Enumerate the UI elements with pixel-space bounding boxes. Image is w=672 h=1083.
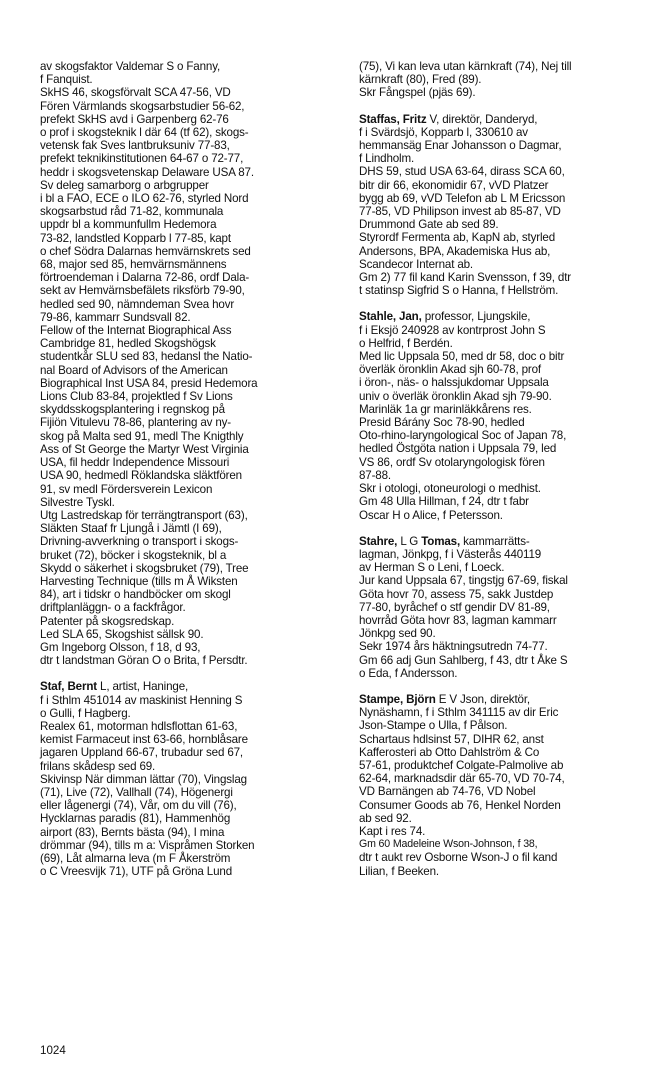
entry-text: dtr t landstman Göran O o Brita, f Persdtr. xyxy=(40,654,248,668)
entry-text: Gm 66 adj Gun Sahlberg, f 43, dtr t Åke S xyxy=(359,653,568,667)
entry-name: Stampe, Björn xyxy=(359,692,436,706)
text-line xyxy=(40,218,340,231)
text-line xyxy=(40,139,340,152)
text-line xyxy=(40,707,340,720)
text-line xyxy=(359,825,659,838)
entry-text: av skogsfaktor Valdemar S o Fanny, xyxy=(40,60,221,73)
text-line xyxy=(40,812,340,825)
text-line xyxy=(359,271,659,284)
entry-text: VS 86, ordf Sv otolaryngologisk fören xyxy=(359,455,545,469)
entry-text: skogsarbstud råd 71-82, kommunala xyxy=(40,205,224,219)
text-line xyxy=(359,218,659,231)
text-line xyxy=(359,535,659,548)
text-line xyxy=(359,548,659,561)
entry-text: L, artist, Haninge, xyxy=(96,680,189,694)
text-line xyxy=(40,615,340,628)
text-line xyxy=(359,772,659,785)
entry-text: hemmansäg Enar Johansson o Dagmar, xyxy=(359,139,562,153)
biography-entry xyxy=(40,60,340,667)
entry-text: Gm Ingeborg Olsson, f 18, d 93, xyxy=(40,640,201,654)
entry-gap xyxy=(359,680,659,693)
text-line xyxy=(359,469,659,482)
text-line xyxy=(40,628,340,641)
entry-text: Cambridge 81, hedled Skogshögsk xyxy=(40,337,216,351)
entry-text: lagman, Jönkpg, f i Västerås 440119 xyxy=(359,547,542,561)
text-line xyxy=(359,588,659,601)
entry-text: Json-Stampe o Ulla, f Pålson. xyxy=(359,719,508,733)
entry-text: hedled sed 90, nämndeman Svea hovr xyxy=(40,297,235,311)
entry-text: av Herman S o Leni, f Loeck. xyxy=(359,561,505,575)
entry-text: 77-85, VD Philipson invest ab 85-87, VD xyxy=(359,205,561,219)
text-line xyxy=(40,549,340,562)
text-line xyxy=(40,311,340,324)
text-line xyxy=(40,601,340,614)
text-line xyxy=(40,509,340,522)
text-line xyxy=(359,337,659,350)
entry-text: i bl a FAO, ECE o ILO 62-76, styrled Nord xyxy=(40,192,249,206)
entry-text: 87-88. xyxy=(359,468,391,482)
text-line xyxy=(359,258,659,271)
text-line xyxy=(40,390,340,403)
text-line xyxy=(359,350,659,363)
entry-text: o Gulli, f Hagberg. xyxy=(40,706,131,720)
entry-name: Staffas, Fritz xyxy=(359,112,427,126)
entry-text: Sekr 1974 års häktningsutredn 74-77. xyxy=(359,640,548,654)
text-line xyxy=(40,443,340,456)
entry-text: Fören Värmlands skogsarbstudier 56-62, xyxy=(40,99,245,113)
text-line xyxy=(359,126,659,139)
entry-text: driftplanläggn- o a fackfrågor. xyxy=(40,601,186,615)
text-line xyxy=(40,337,340,350)
entry-text: Silvestre Tyskl. xyxy=(40,495,115,509)
entry-text: Släkten Staaf fr Ljungå i Jämtl (I 69), xyxy=(40,522,222,536)
text-line xyxy=(359,838,659,851)
entry-text: t statinsp Sigfrid S o Hanna, f Hellström. xyxy=(359,284,559,298)
entry-text: Oto-rhino-laryngological Soc of Japan 78, xyxy=(359,429,567,443)
entry-text: 57-61, produktchef Colgate-Palmolive ab xyxy=(359,758,564,772)
entry-text: (71), Live (72), Vallhall (74), Högenergi xyxy=(40,785,233,799)
entry-text: 84), art i tidskr o handböcker om skogl xyxy=(40,588,231,602)
text-line xyxy=(359,403,659,416)
page-number: 1024 xyxy=(40,1044,66,1057)
entry-name: Tomas, xyxy=(421,534,461,548)
entry-text: Jur kand Uppsala 67, tingstjg 67-69, fiskal xyxy=(359,574,568,588)
text-line xyxy=(40,760,340,773)
entry-text: Oscar H o Alice, f Petersson. xyxy=(359,508,503,522)
entry-text: f Fanquist. xyxy=(40,73,93,87)
entry-text: Marinläk 1a gr marinläkkårens res. xyxy=(359,402,532,416)
text-line xyxy=(359,799,659,812)
text-line xyxy=(359,561,659,574)
text-line xyxy=(40,430,340,443)
entry-text: 79-86, kammarr Sundsvall 82. xyxy=(40,310,191,324)
text-line xyxy=(40,799,340,812)
text-line xyxy=(40,535,340,548)
entry-text: prefekt SkHS avd i Garpenberg 62-76 xyxy=(40,112,229,126)
text-line xyxy=(40,522,340,535)
text-line xyxy=(40,271,340,284)
text-line xyxy=(359,363,659,376)
entry-gap xyxy=(359,297,659,310)
left-column xyxy=(40,60,340,878)
text-line xyxy=(359,706,659,719)
text-line xyxy=(40,575,340,588)
right-column xyxy=(359,60,659,878)
entry-text: 73-82, landstled Kopparb l 77-85, kapt xyxy=(40,231,231,245)
text-line xyxy=(359,152,659,165)
text-line xyxy=(359,165,659,178)
entry-text: Skydd o säkerhet i skogsbruket (79), Tree xyxy=(40,561,249,575)
entry-text: o C Vreesvijk 71), UTF på Gröna Lund xyxy=(40,865,232,879)
text-line xyxy=(40,680,340,693)
text-line xyxy=(40,179,340,192)
entry-text: Biographical Inst USA 84, presid Hedemora xyxy=(40,376,258,390)
entry-text: L G xyxy=(397,534,422,548)
text-line xyxy=(359,759,659,772)
entry-name: Stahre, xyxy=(359,534,398,548)
text-line xyxy=(40,469,340,482)
entry-text: 62-64, marknadsdir där 65-70, VD 70-74, xyxy=(359,772,565,786)
entry-text: Kapt i res 74. xyxy=(359,824,426,838)
entry-text: jagaren Uppland 66-67, trubadur sed 67, xyxy=(40,746,243,760)
entry-text: sekt av Hemvärnsbefälets riksförb 79-90, xyxy=(40,284,245,298)
entry-text: förtroendeman i Dalarna 72-86, ordf Dala- xyxy=(40,271,250,285)
entry-text: bruket (72), böcker i skogsteknik, bl a xyxy=(40,548,227,562)
entry-text: vetensk fak Sves lantbruksuniv 77-83, xyxy=(40,139,230,153)
biography-entry xyxy=(359,693,659,878)
entry-text: frilans skådesp sed 69. xyxy=(40,759,156,773)
text-line xyxy=(359,245,659,258)
text-line xyxy=(40,192,340,205)
text-line xyxy=(359,73,659,86)
text-line xyxy=(359,231,659,244)
biography-entry xyxy=(359,113,659,298)
text-line xyxy=(40,654,340,667)
text-line xyxy=(359,746,659,759)
entry-text: skyddsskogsplantering i regnskog på xyxy=(40,403,225,417)
text-line xyxy=(40,364,340,377)
entry-text: Patenter på skogsredskap. xyxy=(40,614,175,628)
entry-text: o prof i skogsteknik l där 64 (tf 62), skogs- xyxy=(40,126,249,140)
text-line xyxy=(359,851,659,864)
entry-text: prefekt teknikinstitutionen 64-67 o 72-77, xyxy=(40,152,244,166)
entry-text: Fellow of the Internat Biographical Ass xyxy=(40,324,232,338)
entry-text: Sv deleg samarborg o arbgrupper xyxy=(40,178,209,192)
entry-text: i öron-, näs- o halssjukdomar Uppsala xyxy=(359,376,549,390)
text-line xyxy=(359,509,659,522)
text-line xyxy=(359,139,659,152)
text-line xyxy=(40,562,340,575)
entry-text: 68, major sed 85, hemvärnsmännens xyxy=(40,258,227,272)
entry-text: 91, sv medl Fördersverein Lexicon xyxy=(40,482,213,496)
entry-text: uppdr bl a kommunfullm Hedemora xyxy=(40,218,217,232)
text-line xyxy=(359,693,659,706)
text-line xyxy=(40,496,340,509)
entry-text: Gm 2) 77 fil kand Karin Svensson, f 39, dtr xyxy=(359,271,572,285)
entry-text: kemist Farmaceut inst 63-66, hornblåsare xyxy=(40,733,248,747)
text-line xyxy=(40,720,340,733)
entry-text: Nynäshamn, f i Sthlm 341115 av dir Eric xyxy=(359,706,559,720)
entry-text: DHS 59, stud USA 63-64, dirass SCA 60, xyxy=(359,165,565,179)
text-line xyxy=(40,852,340,865)
text-line xyxy=(359,614,659,627)
entry-text: E V Json, direktör, xyxy=(435,692,530,706)
entry-text: USA 90, hedmedl Röklandska släktfören xyxy=(40,469,242,483)
entry-text: dtr t aukt rev Osborne Wson-J o fil kand xyxy=(359,851,558,865)
text-line xyxy=(359,812,659,825)
entry-name: Stahle, Jan, xyxy=(359,310,422,324)
text-line xyxy=(359,785,659,798)
text-line xyxy=(359,179,659,192)
text-line xyxy=(359,442,659,455)
text-line xyxy=(40,733,340,746)
entry-text: Fijiön Vitulevu 78-86, plantering av ny- xyxy=(40,416,231,430)
biography-entry xyxy=(359,60,659,100)
entry-text: kammarrätts- xyxy=(460,534,530,548)
entry-text: hedled Östgöta nation i Uppsala 79, led xyxy=(359,442,557,456)
entry-gap xyxy=(359,100,659,113)
entry-text: f Lindholm. xyxy=(359,152,415,166)
text-line xyxy=(40,641,340,654)
text-line xyxy=(40,113,340,126)
entry-text: heddr i skogsvetenskap Delaware USA 87. xyxy=(40,165,254,179)
entry-text: studentkår SLU sed 83, hedansl the Natio- xyxy=(40,350,253,364)
biography-entry xyxy=(359,535,659,680)
entry-text: SkHS 46, skogsförvalt SCA 47-56, VD xyxy=(40,86,231,100)
text-line xyxy=(359,429,659,442)
text-line xyxy=(40,126,340,139)
entry-text: Harvesting Technique (tills m Å Wiksten xyxy=(40,574,238,588)
entry-text: o chef Södra Dalarnas hemvärnskrets sed xyxy=(40,244,251,258)
text-line xyxy=(40,232,340,245)
text-line xyxy=(40,86,340,99)
entry-text: Jönkpg sed 90. xyxy=(359,627,436,641)
entry-text: f i Eksjö 240928 av kontrprost John S xyxy=(359,323,546,337)
entry-text: Gm 48 Ulla Hillman, f 24, dtr t fabr xyxy=(359,495,529,509)
entry-text: överläk öronklin Akad sjh 60-78, prof xyxy=(359,363,541,377)
text-line xyxy=(359,390,659,403)
text-line xyxy=(359,719,659,732)
entry-text: Scandecor Internat ab. xyxy=(359,257,474,271)
entry-text: Styrordf Fermenta ab, KapN ab, styrled xyxy=(359,231,555,245)
text-line xyxy=(40,60,340,73)
entry-text: Gm 60 Madeleine Wson-Johnson, f 38, xyxy=(359,838,538,851)
entry-text: Ass of St George the Martyr West Virginia xyxy=(40,442,249,456)
entry-text: bygg ab 69, vVD Telefon ab L M Ericsson xyxy=(359,191,566,205)
text-line xyxy=(40,786,340,799)
entry-text: (75), Vi kan leva utan kärnkraft (74), Nej till xyxy=(359,60,572,73)
text-line xyxy=(40,865,340,878)
entry-text: Skr Fångspel (pjäs 69). xyxy=(359,86,476,100)
text-line xyxy=(40,377,340,390)
text-line xyxy=(359,495,659,508)
text-line xyxy=(40,324,340,337)
entry-gap xyxy=(359,522,659,535)
text-line xyxy=(359,640,659,653)
entry-text: USA, fil heddr Independence Missouri xyxy=(40,456,230,470)
entry-text: (69), Låt almarna leva (m F Åkerström xyxy=(40,851,231,865)
text-line xyxy=(40,839,340,852)
text-line xyxy=(359,574,659,587)
entry-text: Realex 61, motorman hdlsflottan 61-63, xyxy=(40,719,238,733)
entry-text: Andersons, BPA, Akademiska Hus ab, xyxy=(359,244,551,258)
text-line xyxy=(40,350,340,363)
entry-text: Consumer Goods ab 76, Henkel Norden xyxy=(359,798,561,812)
text-line xyxy=(359,456,659,469)
text-line xyxy=(40,483,340,496)
text-line xyxy=(359,733,659,746)
entry-text: nal Board of Advisors of the American xyxy=(40,363,228,377)
entry-text: Med lic Uppsala 50, med dr 58, doc o bitr xyxy=(359,350,565,364)
text-line xyxy=(359,654,659,667)
text-line xyxy=(359,482,659,495)
entry-text: bitr dir 66, ekonomidir 67, vVD Platzer xyxy=(359,178,549,192)
entry-text: f i Svärdsjö, Kopparb l, 330610 av xyxy=(359,125,528,139)
text-line xyxy=(40,403,340,416)
entry-name: Staf, Bernt xyxy=(40,680,97,694)
entry-text: Göta hovr 70, assess 75, sakk Justdep xyxy=(359,587,554,601)
text-line xyxy=(40,166,340,179)
text-line xyxy=(359,86,659,99)
text-line xyxy=(359,667,659,680)
entry-text: Presid Bárány Soc 78-90, hedled xyxy=(359,416,525,430)
text-line xyxy=(40,100,340,113)
entry-text: eller lågenergi (74), Vår, om du vill (76), xyxy=(40,799,237,813)
entry-text: airport (83), Bernts bästa (94), I mina xyxy=(40,825,225,839)
text-line xyxy=(40,746,340,759)
text-line xyxy=(359,205,659,218)
text-line xyxy=(359,113,659,126)
text-line xyxy=(40,588,340,601)
text-line xyxy=(40,416,340,429)
entry-text: hovrråd Göta hovr 83, lagman kammarr xyxy=(359,613,557,627)
entry-text: VD Barnängen ab 74-76, VD Nobel xyxy=(359,785,536,799)
entry-text: Lions Club 83-84, projektled f Sv Lions xyxy=(40,390,233,404)
text-line xyxy=(359,601,659,614)
entry-gap xyxy=(40,667,340,680)
entry-text: 77-80, byråchef o stf gendir DV 81-89, xyxy=(359,600,550,614)
entry-text: skog på Malta sed 91, medl The Knigthly xyxy=(40,429,244,443)
entry-text: Hycklarnas paradis (81), Hammenhög xyxy=(40,812,231,826)
entry-text: Utg Lastredskap för terrängtransport (63), xyxy=(40,508,248,522)
text-line xyxy=(359,192,659,205)
entry-text: univ o överläk öronklin Akad sjh 79-90. xyxy=(359,389,552,403)
entry-text: Drummond Gate ab sed 89. xyxy=(359,218,499,232)
entry-text: professor, Ljungskile, xyxy=(421,310,531,324)
text-line xyxy=(40,826,340,839)
text-line xyxy=(40,205,340,218)
text-line xyxy=(40,694,340,707)
text-line xyxy=(359,284,659,297)
text-line xyxy=(40,284,340,297)
text-line xyxy=(359,376,659,389)
entry-text: drömmar (94), tills m a: Vispråmen Storken xyxy=(40,838,255,852)
text-line xyxy=(40,245,340,258)
entry-text: kärnkraft (80), Fred (89). xyxy=(359,73,482,87)
entry-text: f i Sthlm 451014 av maskinist Henning S xyxy=(40,693,243,707)
entry-text: Drivning-avverkning o transport i skogs- xyxy=(40,535,239,549)
biography-entry xyxy=(40,680,340,878)
text-line xyxy=(40,298,340,311)
entry-text: ab sed 92. xyxy=(359,811,412,825)
text-line xyxy=(40,258,340,271)
entry-text: Kafferosteri ab Otto Dahlström & Co xyxy=(359,745,540,759)
entry-text: Led SLA 65, Skogshist sällsk 90. xyxy=(40,627,204,641)
entry-text: V, direktör, Danderyd, xyxy=(426,112,538,126)
text-line xyxy=(40,73,340,86)
text-line xyxy=(359,310,659,323)
entry-text: Skr i otologi, otoneurologi o medhist. xyxy=(359,482,541,496)
text-line xyxy=(40,456,340,469)
text-line xyxy=(359,416,659,429)
biography-entry xyxy=(359,310,659,521)
entry-text: Lilian, f Beeken. xyxy=(359,864,439,878)
entry-text: o Helfrid, f Berdén. xyxy=(359,336,453,350)
entry-text: o Eda, f Andersson. xyxy=(359,666,458,680)
entry-text: Skivinsp När dimman lättar (70), Vingslag xyxy=(40,772,247,786)
text-line xyxy=(40,152,340,165)
text-line xyxy=(359,865,659,878)
text-line xyxy=(359,60,659,73)
text-line xyxy=(359,627,659,640)
entry-text: Schartaus hdlsinst 57, DIHR 62, anst xyxy=(359,732,544,746)
text-line xyxy=(40,773,340,786)
text-line xyxy=(359,324,659,337)
